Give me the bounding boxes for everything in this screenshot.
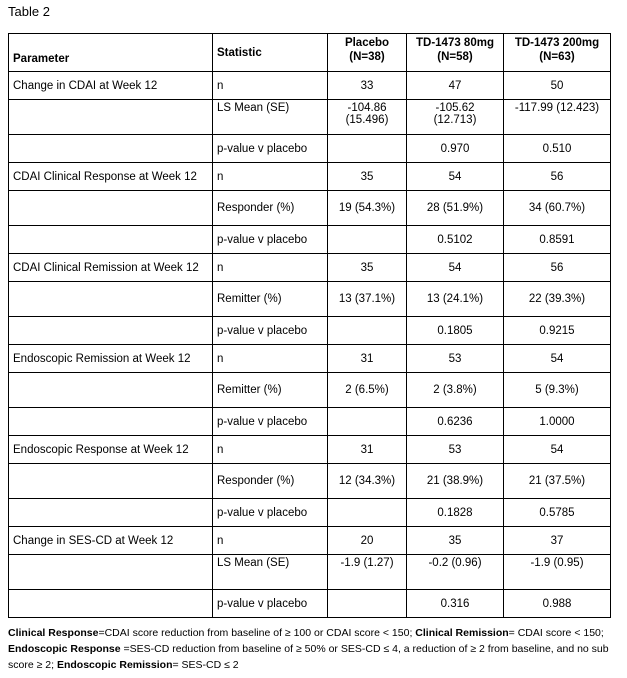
parameter-cell-empty [9,373,213,408]
table-row [9,226,611,254]
placebo-value-cell: 12 (34.3%) [328,464,407,499]
parameter-cell-empty [9,135,213,163]
td80-value-cell: 53 [407,345,504,373]
table-body [9,72,611,618]
footnote-def-clinical-response: =CDAI score reduction from baseline of ≥ 100 or CDAI score < 150; [98,627,416,639]
placebo-value-cell [328,590,407,618]
footnote-def-clinical-remission: = CDAI score < 150; [508,627,604,639]
header-parameter: Parameter [9,34,213,72]
td200-value-cell: 22 (39.3%) [504,282,611,317]
td80-value-cell: 0.6236 [407,408,504,436]
table-row [9,499,611,527]
parameter-cell-empty [9,408,213,436]
table-row [9,282,611,317]
footnote-def-endoscopic-remission: = SES-CD ≤ 2 [172,659,239,671]
parameter-cell-empty [9,317,213,345]
td200-value-cell: 0.5785 [504,499,611,527]
table-row [9,345,611,373]
td80-value-cell: 28 (51.9%) [407,191,504,226]
footnote-term-endoscopic-response: Endoscopic Response [8,643,121,655]
table-row [9,555,611,590]
statistic-cell: p-value v placebo [213,135,328,163]
footnote-term-clinical-remission: Clinical Remission [415,627,509,639]
td200-value-cell: 56 [504,254,611,282]
table-row [9,408,611,436]
parameter-cell-empty [9,226,213,254]
table-row [9,464,611,499]
table-row [9,191,611,226]
td80-value-cell: 2 (3.8%) [407,373,504,408]
parameter-cell-empty [9,100,213,135]
header-row [9,34,611,72]
table-row [9,373,611,408]
statistic-cell: Responder (%) [213,191,328,226]
td200-value-cell: 54 [504,436,611,464]
td200-value-cell: 0.8591 [504,226,611,254]
statistic-cell: LS Mean (SE) [213,100,328,135]
header-placebo-n: (N=38) [349,51,385,63]
statistic-cell: n [213,163,328,191]
parameter-cell: Change in SES-CD at Week 12 [9,527,213,555]
statistic-cell: n [213,436,328,464]
td80-value-cell: 54 [407,254,504,282]
placebo-value-cell: 31 [328,436,407,464]
parameter-cell-empty [9,590,213,618]
statistic-cell: LS Mean (SE) [213,555,328,590]
footnote-def-endoscopic-response: =SES-CD reduction from baseline of ≥ 50% or SES-CD ≤ 4, a reduction of ≥ 2 from baseline, and no sub score ≥ 2; [8,643,609,671]
td80-value-cell: -0.2 (0.96) [407,555,504,590]
td200-value-cell: 0.510 [504,135,611,163]
placebo-value-cell [328,499,407,527]
footnote-term-endoscopic-remission: Endoscopic Remission [56,659,173,671]
parameter-cell: CDAI Clinical Response at Week 12 [9,163,213,191]
statistic-cell: Remitter (%) [213,373,328,408]
header-td200-name: TD-1473 200mg [514,37,600,49]
td80-value-cell: 13 (24.1%) [407,282,504,317]
td80-value-cell: 54 [407,163,504,191]
table-row [9,254,611,282]
placebo-value-cell [328,226,407,254]
parameter-cell-empty [9,464,213,499]
statistic-cell: n [213,345,328,373]
placebo-value-cell [328,135,407,163]
placebo-value-cell: 33 [328,72,407,100]
table-row [9,317,611,345]
parameter-cell-empty [9,555,213,590]
header-placebo [328,34,407,72]
statistic-cell: n [213,72,328,100]
header-td80-n: (N=58) [437,51,473,63]
td200-value-cell: 0.9215 [504,317,611,345]
placebo-value-cell [328,317,407,345]
td80-value-cell: 53 [407,436,504,464]
header-placebo-name: Placebo [344,37,390,49]
placebo-value-cell: 31 [328,345,407,373]
statistic-cell: p-value v placebo [213,590,328,618]
parameter-cell-empty [9,191,213,226]
table-row [9,135,611,163]
td80-value-cell: 0.1805 [407,317,504,345]
table-row [9,527,611,555]
parameter-cell-empty [9,282,213,317]
statistic-cell: p-value v placebo [213,499,328,527]
placebo-value-cell: 35 [328,163,407,191]
header-td200-n: (N=63) [539,51,575,63]
statistic-cell: n [213,527,328,555]
placebo-value-cell: 35 [328,254,407,282]
table-row [9,72,611,100]
td200-value-cell: 50 [504,72,611,100]
td80-value-cell: 0.5102 [407,226,504,254]
td200-value-cell: -117.99 (12.423) [504,100,611,135]
td200-value-cell: 34 (60.7%) [504,191,611,226]
statistic-cell: p-value v placebo [213,226,328,254]
placebo-value-cell: 13 (37.1%) [328,282,407,317]
table-row [9,163,611,191]
header-td200 [504,34,611,72]
statistic-cell: p-value v placebo [213,317,328,345]
parameter-cell-empty [9,499,213,527]
td200-value-cell: 54 [504,345,611,373]
statistic-cell: p-value v placebo [213,408,328,436]
statistic-cell: Remitter (%) [213,282,328,317]
td200-value-cell: 37 [504,527,611,555]
parameter-cell: Endoscopic Response at Week 12 [9,436,213,464]
placebo-value-cell: 2 (6.5%) [328,373,407,408]
td200-value-cell: -1.9 (0.95) [504,555,611,590]
header-td80-name: TD-1473 80mg [416,37,494,49]
placebo-value-cell: 19 (54.3%) [328,191,407,226]
parameter-cell: CDAI Clinical Remission at Week 12 [9,254,213,282]
table-row [9,590,611,618]
placebo-value-cell [328,408,407,436]
td80-value-cell: 0.1828 [407,499,504,527]
header-td80 [407,34,504,72]
statistic-cell: n [213,254,328,282]
table-row [9,436,611,464]
results-table [8,33,611,618]
td80-value-cell: 0.316 [407,590,504,618]
placebo-value-cell: -104.86 (15.496) [328,100,407,135]
td200-value-cell: 1.0000 [504,408,611,436]
td200-value-cell: 56 [504,163,611,191]
table-row [9,100,611,135]
parameter-cell: Change in CDAI at Week 12 [9,72,213,100]
placebo-value-cell: -1.9 (1.27) [328,555,407,590]
statistic-cell: Responder (%) [213,464,328,499]
footnote [8,625,620,673]
td80-value-cell: 35 [407,527,504,555]
td80-value-cell: 21 (38.9%) [407,464,504,499]
td80-value-cell: -105.62 (12.713) [407,100,504,135]
td200-value-cell: 0.988 [504,590,611,618]
td200-value-cell: 21 (37.5%) [504,464,611,499]
td200-value-cell: 5 (9.3%) [504,373,611,408]
td80-value-cell: 0.970 [407,135,504,163]
table-caption: Table 2 [8,4,50,19]
footnote-term-clinical-response: Clinical Response [8,627,99,639]
td80-value-cell: 47 [407,72,504,100]
parameter-cell: Endoscopic Remission at Week 12 [9,345,213,373]
placebo-value-cell: 20 [328,527,407,555]
header-statistic: Statistic [213,34,328,72]
